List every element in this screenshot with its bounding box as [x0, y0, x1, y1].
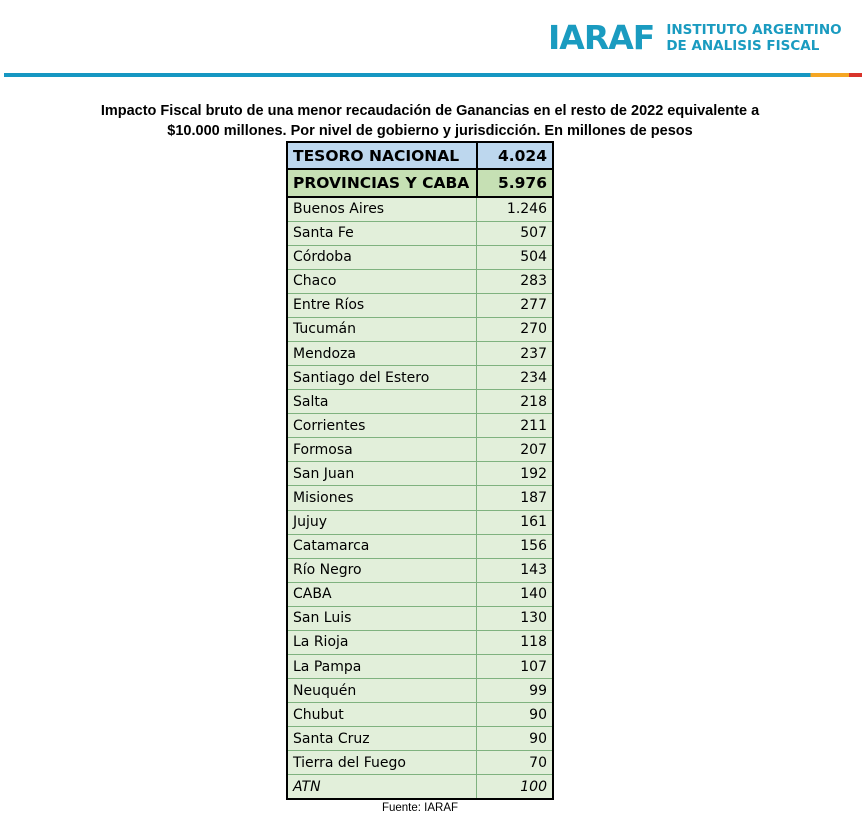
jurisdiction-name: Chaco — [287, 269, 477, 293]
jurisdiction-value: 99 — [477, 679, 553, 703]
table-row — [287, 366, 553, 390]
jurisdiction-value: 140 — [477, 582, 553, 606]
header-divider — [4, 73, 862, 77]
jurisdiction-name: Córdoba — [287, 245, 477, 269]
provincias-label: PROVINCIAS Y CABA — [287, 169, 477, 197]
table-row — [287, 486, 553, 510]
jurisdiction-name: Entre Ríos — [287, 293, 477, 317]
jurisdiction-name: Santiago del Estero — [287, 366, 477, 390]
jurisdiction-value: 90 — [477, 727, 553, 751]
jurisdiction-value: 237 — [477, 341, 553, 365]
table-row — [287, 245, 553, 269]
jurisdiction-value: 507 — [477, 221, 553, 245]
jurisdiction-value: 130 — [477, 606, 553, 630]
jurisdiction-name: Buenos Aires — [287, 197, 477, 221]
table-row — [287, 703, 553, 727]
table-row — [287, 414, 553, 438]
jurisdiction-name: Misiones — [287, 486, 477, 510]
title-line-1: Impacto Fiscal bruto de una menor recaudación de Ganancias en el resto de 2022 equivalente a — [100, 103, 760, 119]
tesoro-value: 4.024 — [477, 142, 553, 169]
jurisdiction-name: Jujuy — [287, 510, 477, 534]
table-row — [287, 558, 553, 582]
jurisdiction-value: 504 — [477, 245, 553, 269]
jurisdiction-value: 277 — [477, 293, 553, 317]
jurisdiction-value: 234 — [477, 366, 553, 390]
table-row — [287, 293, 553, 317]
table-row — [287, 606, 553, 630]
jurisdiction-name: Corrientes — [287, 414, 477, 438]
jurisdiction-name: Santa Cruz — [287, 727, 477, 751]
table-row — [287, 630, 553, 654]
title-line-2: $10.000 millones. Por nivel de gobierno y jurisdicción. En millones de pesos — [167, 123, 693, 139]
table-row — [287, 390, 553, 414]
table-row — [287, 341, 553, 365]
jurisdiction-name: Formosa — [287, 438, 477, 462]
row-provincias-caba — [287, 169, 553, 197]
logo-line-1: INSTITUTO ARGENTINO — [666, 22, 842, 38]
jurisdiction-value: 192 — [477, 462, 553, 486]
jurisdiction-name: Salta — [287, 390, 477, 414]
provincias-value: 5.976 — [477, 169, 553, 197]
logo-mark: IARAF — [548, 18, 655, 57]
table-row — [287, 438, 553, 462]
jurisdiction-name: La Rioja — [287, 630, 477, 654]
jurisdiction-name: La Pampa — [287, 654, 477, 678]
table-row — [287, 751, 553, 775]
table-row — [287, 269, 553, 293]
table-row — [287, 654, 553, 678]
document-title — [80, 101, 780, 141]
table-row — [287, 510, 553, 534]
jurisdiction-value: 143 — [477, 558, 553, 582]
jurisdiction-value: 211 — [477, 414, 553, 438]
jurisdiction-value: 161 — [477, 510, 553, 534]
tesoro-label: TESORO NACIONAL — [287, 142, 477, 169]
jurisdiction-name: San Juan — [287, 462, 477, 486]
logo-line-2: DE ANALISIS FISCAL — [666, 38, 820, 54]
jurisdiction-name: Neuquén — [287, 679, 477, 703]
jurisdiction-value: 90 — [477, 703, 553, 727]
jurisdiction-value: 207 — [477, 438, 553, 462]
jurisdiction-value: 1.246 — [477, 197, 553, 221]
source-note: Fuente: IARAF — [381, 802, 459, 814]
table-row — [287, 197, 553, 221]
jurisdiction-name: San Luis — [287, 606, 477, 630]
jurisdiction-value: 100 — [477, 775, 553, 799]
jurisdiction-name: Santa Fe — [287, 221, 477, 245]
jurisdiction-value: 218 — [477, 390, 553, 414]
table-row — [287, 221, 553, 245]
table-row — [287, 727, 553, 751]
jurisdiction-value: 283 — [477, 269, 553, 293]
table-row — [287, 462, 553, 486]
jurisdiction-name: Río Negro — [287, 558, 477, 582]
jurisdiction-value: 270 — [477, 317, 553, 341]
table-row — [287, 317, 553, 341]
jurisdiction-value: 118 — [477, 630, 553, 654]
jurisdiction-name: Mendoza — [287, 341, 477, 365]
table-row — [287, 582, 553, 606]
table-row — [287, 679, 553, 703]
jurisdiction-name: Catamarca — [287, 534, 477, 558]
jurisdiction-value: 70 — [477, 751, 553, 775]
table-row — [287, 775, 553, 799]
table-row — [287, 534, 553, 558]
row-tesoro-nacional — [287, 142, 553, 169]
jurisdiction-value: 156 — [477, 534, 553, 558]
jurisdiction-value: 187 — [477, 486, 553, 510]
jurisdiction-name: CABA — [287, 582, 477, 606]
jurisdiction-table — [286, 141, 554, 800]
jurisdiction-name: Tierra del Fuego — [287, 751, 477, 775]
logo-text — [666, 22, 841, 54]
jurisdiction-name: Tucumán — [287, 317, 477, 341]
jurisdiction-name: Chubut — [287, 703, 477, 727]
jurisdiction-name: ATN — [287, 775, 477, 799]
page-header — [0, 0, 862, 80]
iaraf-logo — [548, 20, 842, 56]
jurisdiction-value: 107 — [477, 654, 553, 678]
